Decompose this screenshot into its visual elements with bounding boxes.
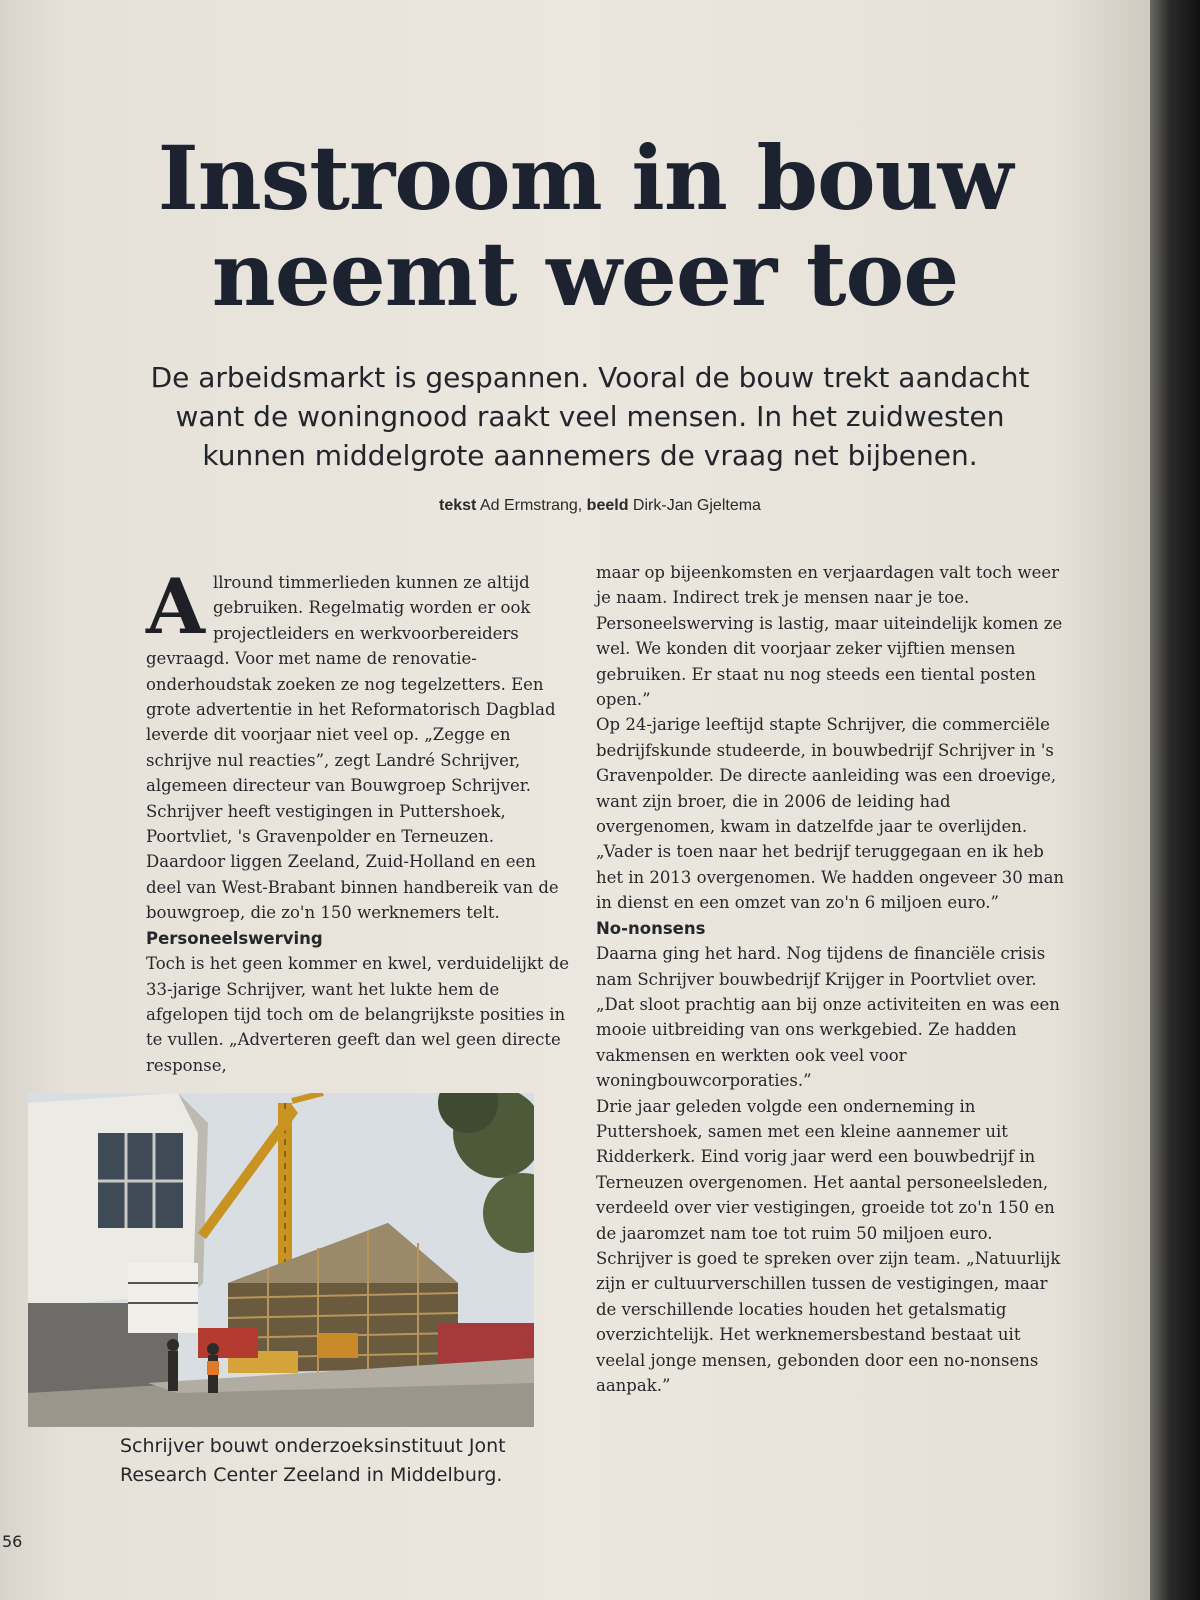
photo-illustration	[28, 1093, 534, 1427]
title-line-2: neemt weer toe	[211, 222, 959, 326]
article-lead: De arbeidsmarkt is gespannen. Vooral de bouw trekt aandacht want de woningnood raakt veel mensen. In het zuidwesten kunnen middelgrote aannemers de vraag net bijbenen.	[150, 361, 1030, 472]
photo-caption: Schrijver bouwt onderzoeksinstituut Jont Research Center Zeeland in Middelburg.	[120, 1435, 506, 1486]
paragraph: Toch is het geen kommer en kwel, verduidelijkt de 33-jarige Schrijver, want het lukte hem de afgelopen tijd toch om de belangrijkste posities in te vullen. „Adverteren geeft dan wel geen directe response,	[146, 954, 570, 1075]
page-number: 56	[2, 1532, 23, 1551]
paragraph: Daarna ging het hard. Nog tijdens de financiële crisis nam Schrijver bouwbedrijf Krijger in Poortvliet over. „Dat sloot prachtig aan bij onze activiteiten en was een mooie uitbreiding van ons werkgebied. Ze hadden vakmensen en werkten ook veel voor woningbouwcorporaties.”	[596, 944, 1060, 1091]
article-credits	[300, 497, 900, 515]
subheading-no-nonsens: No-nonsens	[596, 918, 706, 938]
credit-text-label: tekst	[439, 497, 477, 514]
paragraph: Schrijver heeft vestigingen in Puttershoek, Poortvliet, 's Gravenpolder en Terneuzen. Daardoor liggen Zeeland, Zuid-Holland en een deel van West-Brabant binnen handbereik van de bouwgroep, die zo'n 150 werknemers telt.	[146, 801, 559, 923]
paragraph: maar op bijeenkomsten en verjaardagen valt toch weer je naam. Indirect trek je mensen naar je toe. Personeelswerving is lastig, maar uiteindelijk komen ze wel. We konden dit voorjaar zeker vijftien mensen gebruiken. Er staat nu nog steeds een tiental posten open.”	[596, 563, 1063, 710]
construction-site-photo	[28, 1093, 534, 1427]
paragraph: llround timmerlieden kunnen ze altijd gebruiken. Regelmatig worden er ook projectleiders en werkvoorbereiders gevraagd. Voor met name de renovatie- onderhoudstak zoeken ze nog tegelzetters. Een grote advertentie in het Reformatorisch Dagblad leverde dit voorjaar niet veel op. „Zegge en schrijve nul reacties”, zegt Landré Schrijver, algemeen directeur van Bouwgroep Schrijver.	[146, 573, 556, 796]
column-right	[596, 560, 1066, 1398]
drop-cap: A	[146, 562, 205, 651]
paragraph: Schrijver is goed te spreken over zijn team. „Natuurlijk zijn er cultuurverschillen tussen de vestigingen, maar de verschillende locaties houden het getalsmatig overzichtelijk. Het werknemersbestand bestaat uit veelal jonge mensen, gebonden door een no-nonsens aanpak.”	[596, 1248, 1061, 1395]
credit-photographer: Dirk-Jan Gjeltema	[632, 497, 761, 514]
title-line-1: Instroom in bouw	[157, 126, 1013, 230]
magazine-spine	[1150, 0, 1200, 1600]
paragraph: Drie jaar geleden volgde een onderneming in Puttershoek, samen met een kleine aannemer uit Ridderkerk. Eind vorig jaar werd een bouwbedrijf in Terneuzen overgenomen. Het aantal personeelsleden, verdeeld over vier vestigingen, groeide tot zo'n 150 en de jaaromzet nam toe tot ruim 50 miljoen euro.	[596, 1096, 1055, 1243]
paragraph: Op 24-jarige leeftijd stapte Schrijver, die commerciële bedrijfskunde studeerde, in bouwbedrijf Schrijver in 's Gravenpolder. De directe aanleiding was een droevige, want zijn broer, die in 2006 de leiding had overgenomen, kwam in datzelfde jaar te overlijden. „Vader is toen naar het bedrijf teruggegaan en ik heb het in 2013 overgenomen. We hadden ongeveer 30 man in dienst en een omzet van zo'n 6 miljoen euro.”	[596, 715, 1065, 913]
credit-photo-label: beeld	[586, 497, 629, 514]
article-title	[150, 126, 1020, 326]
credit-author: Ad Ermstrang,	[479, 497, 583, 514]
column-left	[146, 562, 571, 1078]
subheading-personeelswerving: Personeelswerving	[146, 928, 323, 948]
